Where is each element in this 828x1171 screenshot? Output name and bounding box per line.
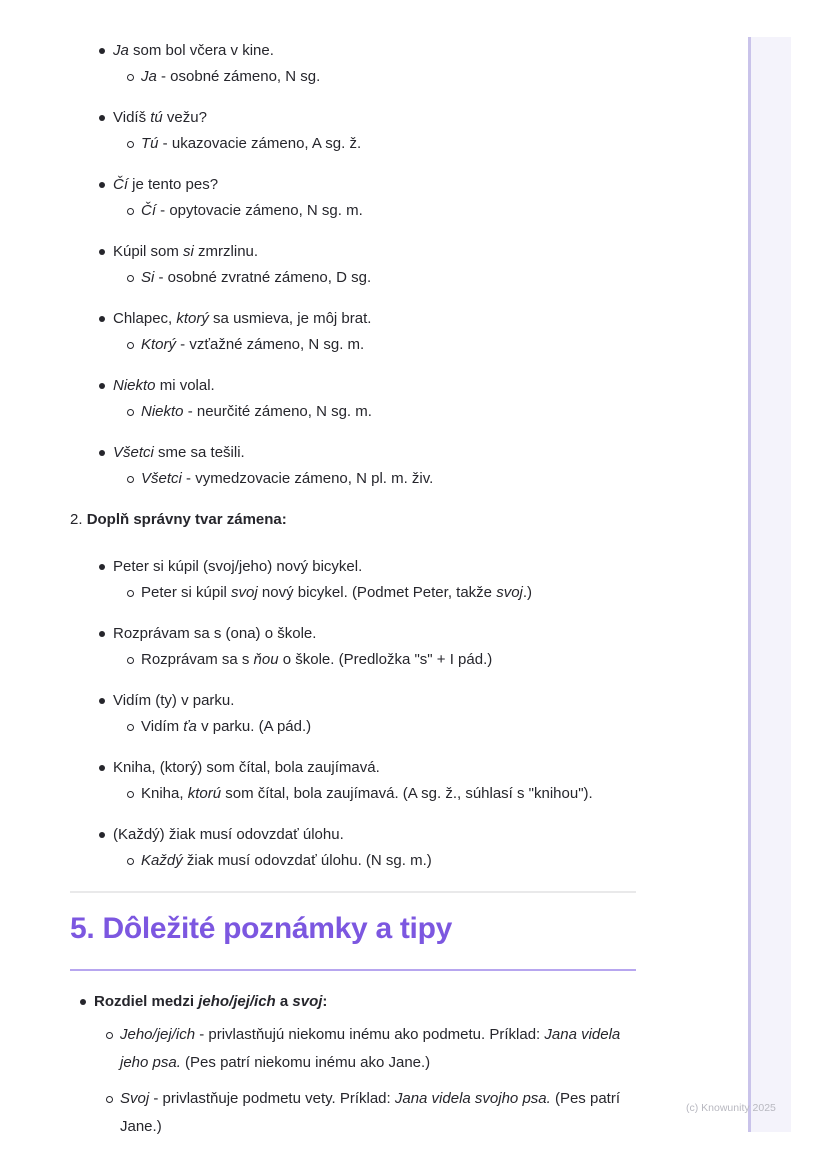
sub-item-text	[141, 647, 636, 673]
text-segment: - opytovacie zámeno, N sg. m.	[156, 202, 363, 219]
text-segment: Vidím (ty) v parku.	[113, 692, 235, 709]
sub-list	[94, 1021, 636, 1141]
text-segment: Čí	[141, 202, 156, 219]
list-item-text	[113, 373, 636, 399]
text-segment: o škole. (Predložka "s" + I pád.)	[278, 651, 493, 668]
text-segment: svoj	[231, 584, 258, 601]
text-segment: Jeho/jej/ich	[120, 1026, 196, 1043]
sub-item-text	[141, 332, 636, 358]
watermark: (c) Knowunity 2025	[686, 1102, 776, 1114]
text-segment: svoj	[292, 993, 323, 1010]
sub-item-text	[141, 265, 636, 291]
circle-icon	[106, 1096, 113, 1103]
list-item	[70, 755, 636, 807]
text-segment: Tú	[141, 135, 159, 152]
circle-icon	[127, 342, 134, 349]
bullet-icon	[99, 698, 105, 704]
list-item-text	[113, 172, 636, 198]
sub-list-item	[94, 1085, 636, 1141]
section-divider	[70, 891, 636, 893]
text-segment: Ja	[141, 68, 157, 85]
list-item	[70, 38, 636, 90]
text-segment: v parku. (A pád.)	[196, 718, 312, 735]
text-segment: je tento pes?	[128, 176, 219, 193]
sub-list-item	[113, 466, 636, 492]
sub-item-text	[141, 466, 636, 492]
bullet-icon	[99, 631, 105, 637]
text-segment: a	[275, 993, 293, 1010]
text-segment: Vidím	[141, 718, 184, 735]
text-segment: ktorú	[187, 785, 222, 802]
text-segment: sa usmieva, je môj brat.	[208, 310, 372, 327]
text-segment: Všetci	[141, 470, 182, 487]
sub-list-item	[94, 1021, 636, 1077]
list-item-text	[113, 239, 636, 265]
sub-list	[113, 466, 636, 492]
list-item	[70, 621, 636, 673]
text-segment: Si	[141, 269, 155, 286]
sub-list	[113, 332, 636, 358]
list-item	[70, 554, 636, 606]
exercise1-list	[70, 38, 636, 492]
sub-item-text	[141, 64, 636, 90]
circle-icon	[127, 208, 134, 215]
text-segment: - privlastňujú niekomu inému ako podmetu. Príklad:	[195, 1026, 545, 1043]
sub-list	[113, 714, 636, 740]
text-segment: Niekto	[141, 403, 184, 420]
text-segment: jeho/jej/ich	[198, 993, 276, 1010]
list-item	[70, 105, 636, 157]
text-segment: - neurčité zámeno, N sg. m.	[183, 403, 372, 420]
sub-item-text	[141, 580, 636, 606]
sub-item-text	[141, 399, 636, 425]
text-segment: .)	[522, 584, 533, 601]
text-segment: - osobné zámeno, N sg.	[156, 68, 321, 85]
page-edge-strip	[748, 37, 791, 1132]
list-item-text	[113, 306, 636, 332]
sub-list-item	[113, 580, 636, 606]
circle-icon	[127, 858, 134, 865]
sub-list-item	[113, 198, 636, 224]
circle-icon	[127, 476, 134, 483]
list-item	[70, 440, 636, 492]
sub-list-item	[113, 332, 636, 358]
list-item-text	[113, 554, 636, 580]
circle-icon	[127, 409, 134, 416]
list-item	[70, 688, 636, 740]
sub-item-text	[141, 198, 636, 224]
text-segment: zmrzlinu.	[193, 243, 259, 260]
bullet-icon	[99, 383, 105, 389]
circle-icon	[106, 1032, 113, 1039]
sub-list-item	[113, 647, 636, 673]
list-item	[70, 239, 636, 291]
text-segment: tú	[150, 109, 163, 126]
bullet-icon	[99, 450, 105, 456]
document-content	[70, 38, 636, 1155]
circle-icon	[127, 141, 134, 148]
text-segment: (Každý) žiak musí odovzdať úlohu.	[113, 826, 344, 843]
sub-item-text	[120, 1085, 624, 1141]
text-segment: som čítal, bola zaujímavá. (A sg. ž., súhlasí s "knihou").	[221, 785, 593, 802]
notes-list	[70, 989, 636, 1141]
sub-list-item	[113, 714, 636, 740]
sub-list	[113, 848, 636, 874]
text-segment: Ja	[113, 42, 129, 59]
sub-list	[113, 580, 636, 606]
text-segment: mi volal.	[155, 377, 215, 394]
text-segment: - privlastňuje podmetu vety. Príklad:	[149, 1090, 395, 1107]
text-segment: som bol včera v kine.	[128, 42, 274, 59]
text-segment: ťa	[183, 718, 197, 735]
sub-list	[113, 399, 636, 425]
text-segment: Peter si kúpil	[141, 584, 232, 601]
sub-list-item	[113, 848, 636, 874]
text-segment: sme sa tešili.	[153, 444, 245, 461]
bullet-icon	[80, 999, 86, 1005]
text-segment: ktorý	[176, 310, 209, 327]
bullet-icon	[99, 316, 105, 322]
text-segment: - osobné zvratné zámeno, D sg.	[154, 269, 372, 286]
list-item-text	[94, 989, 636, 1015]
list-item	[70, 306, 636, 358]
sub-list	[113, 64, 636, 90]
list-item-text	[113, 38, 636, 64]
text-segment: Jana videla jeho psa.	[120, 1026, 621, 1071]
text-segment: (Pes patrí niekomu inému ako Jane.)	[180, 1054, 431, 1071]
text-segment: (Pes patrí Jane.)	[120, 1090, 620, 1135]
sub-list	[113, 647, 636, 673]
text-segment: Jana videla svojho psa.	[394, 1090, 551, 1107]
bullet-icon	[99, 832, 105, 838]
bullet-icon	[99, 765, 105, 771]
list-item-text	[113, 755, 636, 781]
exercise2-heading	[70, 507, 636, 533]
list-item-text	[113, 688, 636, 714]
text-segment: - vzťažné zámeno, N sg. m.	[176, 336, 365, 353]
text-segment: Každý	[141, 852, 183, 869]
list-item-text	[113, 621, 636, 647]
list-item	[70, 172, 636, 224]
text-segment: Niekto	[113, 377, 156, 394]
list-item	[70, 822, 636, 874]
text-segment: Všetci	[113, 444, 154, 461]
text-segment: :	[322, 993, 328, 1010]
exercise2-number: 2.	[70, 511, 83, 528]
list-item	[70, 373, 636, 425]
sub-list	[113, 198, 636, 224]
list-item-text	[113, 105, 636, 131]
text-segment: Vidíš	[113, 109, 151, 126]
list-item-text	[113, 440, 636, 466]
text-segment: ňou	[253, 651, 279, 668]
sub-item-text	[141, 781, 636, 807]
text-segment: Rozdiel medzi	[94, 993, 199, 1010]
exercise2-list	[70, 554, 636, 874]
sub-list	[113, 265, 636, 291]
exercise2-title: Doplň správny tvar zámena:	[86, 511, 287, 528]
sub-list	[113, 781, 636, 807]
sub-item-text	[141, 714, 636, 740]
text-segment: Kúpil som	[113, 243, 184, 260]
list-item	[70, 989, 636, 1141]
sub-list-item	[113, 131, 636, 157]
text-segment: Rozprávam sa s (ona) o škole.	[113, 625, 317, 642]
text-segment: Čí	[113, 176, 128, 193]
text-segment: si	[183, 243, 194, 260]
bullet-icon	[99, 115, 105, 121]
bullet-icon	[99, 564, 105, 570]
text-segment: Chlapec,	[113, 310, 177, 327]
text-segment: Kniha, (ktorý) som čítal, bola zaujímavá.	[113, 759, 380, 776]
circle-icon	[127, 275, 134, 282]
sub-list-item	[113, 265, 636, 291]
circle-icon	[127, 657, 134, 664]
bullet-icon	[99, 48, 105, 54]
text-segment: vežu?	[162, 109, 207, 126]
text-segment: - ukazovacie zámeno, A sg. ž.	[158, 135, 362, 152]
bullet-icon	[99, 182, 105, 188]
text-segment: Rozprávam sa s	[141, 651, 254, 668]
text-segment: Svoj	[120, 1090, 150, 1107]
text-segment: svoj	[496, 584, 523, 601]
sub-list-item	[113, 781, 636, 807]
circle-icon	[127, 74, 134, 81]
circle-icon	[127, 724, 134, 731]
sub-list-item	[113, 64, 636, 90]
text-segment: Ktorý	[141, 336, 177, 353]
bullet-icon	[99, 249, 105, 255]
sub-list	[113, 131, 636, 157]
text-segment: Peter si kúpil (svoj/jeho) nový bicykel.	[113, 558, 363, 575]
text-segment: Kniha,	[141, 785, 188, 802]
text-segment: nový bicykel. (Podmet Peter, takže	[257, 584, 497, 601]
text-segment: - vymedzovacie zámeno, N pl. m. živ.	[181, 470, 434, 487]
circle-icon	[127, 791, 134, 798]
circle-icon	[127, 590, 134, 597]
section5-heading: 5. Dôležité poznámky a tipy	[70, 909, 636, 971]
sub-item-text	[141, 131, 636, 157]
text-segment: žiak musí odovzdať úlohu. (N sg. m.)	[182, 852, 432, 869]
list-item-text	[113, 822, 636, 848]
sub-list-item	[113, 399, 636, 425]
sub-item-text	[120, 1021, 624, 1077]
sub-item-text	[141, 848, 636, 874]
